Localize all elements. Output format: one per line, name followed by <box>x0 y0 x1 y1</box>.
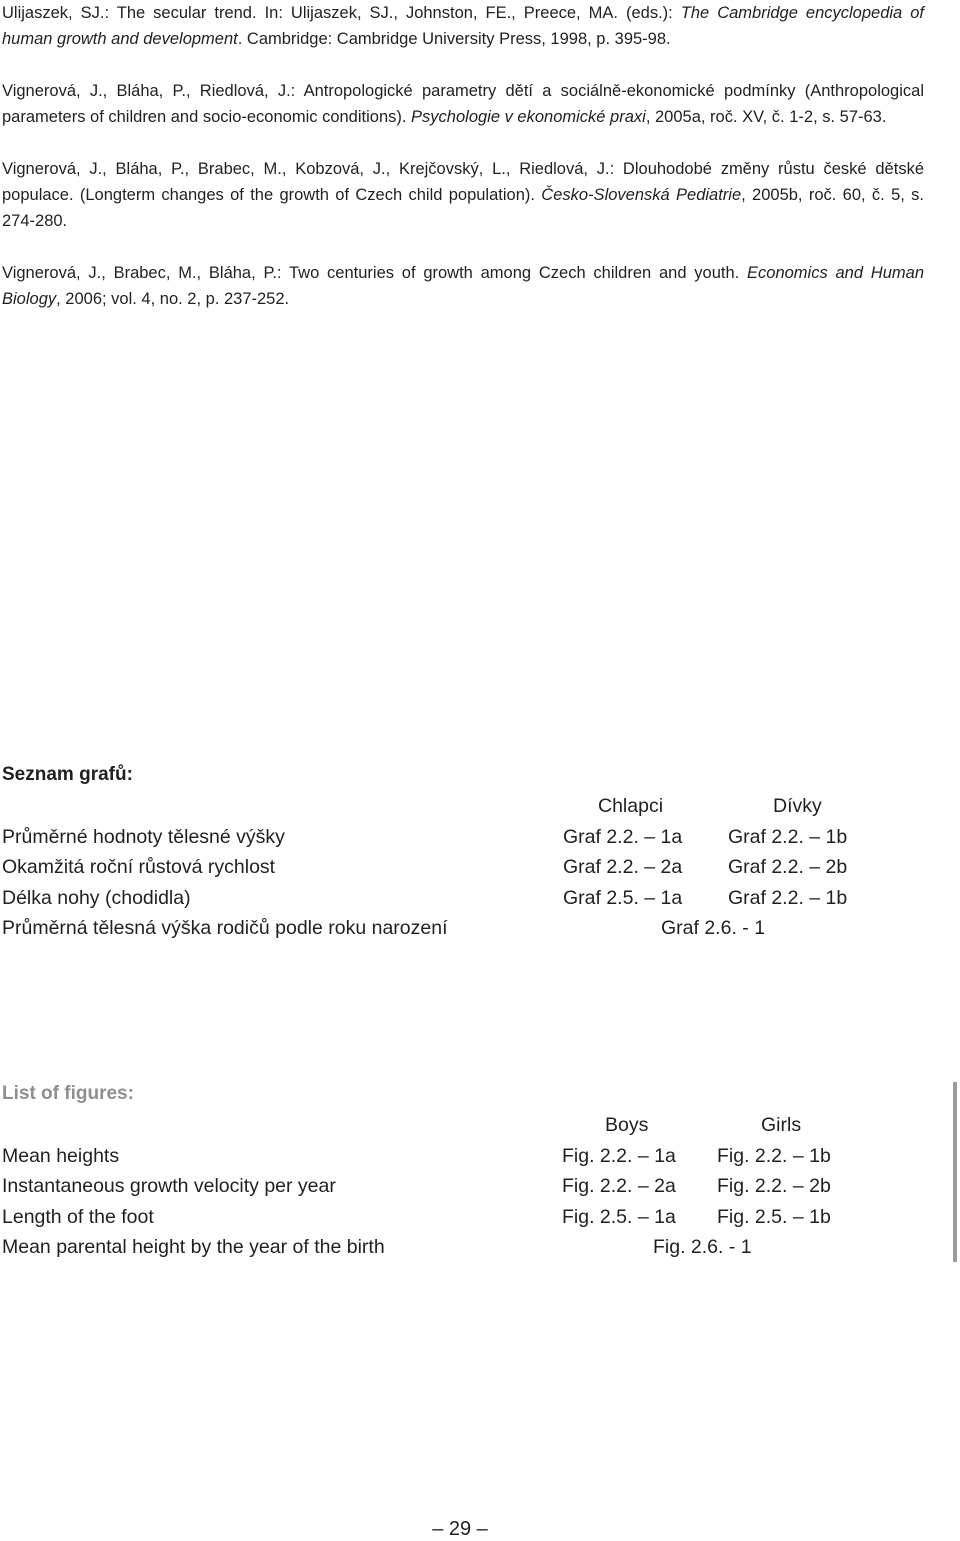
reference-item: Vignerová, J., Brabec, M., Bláha, P.: Two centuries of growth among Czech children and youth. Economics and Human Biology, 2006; vol. 4, no. 2, p. 237-252. <box>2 264 924 308</box>
col-header-girls: Girls <box>761 1114 802 1136</box>
figure-label: Průměrná tělesná výška rodičů podle roku narození <box>2 917 448 939</box>
figure-label: Mean parental height by the year of the birth <box>2 1236 385 1258</box>
czech-list-title: Seznam grafů: <box>2 764 133 785</box>
col-header-girls: Dívky <box>773 795 822 817</box>
reference-item: Vignerová, J., Bláha, P., Brabec, M., Kobzová, J., Krejčovský, L., Riedlová, J.: Dlouhodobé změny růstu české dětské populace. (Longterm changes of the growth of Czech child population). Česko-Slovenská Pediatrie, 2005b, roč. 60, č. 5, s. 274-280. <box>2 160 924 230</box>
figure-ref-boys: Fig. 2.5. – 1a <box>562 1205 676 1228</box>
figure-label: Mean heights <box>2 1144 120 1167</box>
czech-figure-table <box>2 791 932 944</box>
figure-ref-boys: Fig. 2.2. – 1a <box>562 1144 676 1167</box>
table-row <box>2 1171 932 1202</box>
figure-ref-boys: Fig. 2.2. – 2a <box>562 1175 676 1197</box>
table-row <box>2 1141 932 1172</box>
table-row <box>2 1202 932 1233</box>
table-header-row <box>2 1110 932 1141</box>
figure-ref-combined: Fig. 2.6. - 1 <box>653 1236 752 1258</box>
table-row <box>2 852 932 883</box>
col-header-boys: Boys <box>605 1114 649 1136</box>
figure-ref-girls: Fig. 2.2. – 2b <box>717 1175 831 1197</box>
figure-ref-boys: Graf 2.2. – 1a <box>563 825 683 848</box>
reference-item: Vignerová, J., Bláha, P., Riedlová, J.: Antropologické parametry dětí a sociálně-ekonomické podmínky (Anthropological parameters of children and socio-economic conditions). Psychologie v ekonomické praxi, 2005a, roč. XV, č. 1-2, s. 57-63. <box>2 82 924 126</box>
english-list-title: List of figures: <box>2 1083 134 1104</box>
table-header-row <box>2 791 932 822</box>
table-row <box>2 1232 932 1263</box>
figure-label: Okamžitá roční růstová rychlost <box>2 856 276 878</box>
figure-label: Délka nohy (chodidla) <box>2 886 191 909</box>
figure-ref-girls: Fig. 2.5. – 1b <box>717 1205 831 1228</box>
col-header-boys: Chlapci <box>598 795 664 817</box>
figure-ref-boys: Graf 2.5. – 1a <box>563 886 683 909</box>
page-number: – 29 – <box>432 1518 488 1540</box>
references <box>2 0 924 338</box>
table-row <box>2 913 932 944</box>
figure-ref-girls: Graf 2.2. – 2b <box>728 856 848 878</box>
figure-ref-combined: Graf 2.6. - 1 <box>661 917 766 939</box>
margin-bar <box>953 1082 957 1262</box>
table-row <box>2 822 932 853</box>
figure-label: Průměrné hodnoty tělesné výšky <box>2 825 285 848</box>
figure-ref-boys: Graf 2.2. – 2a <box>563 856 683 878</box>
figure-ref-girls: Graf 2.2. – 1b <box>728 825 848 848</box>
figure-label: Instantaneous growth velocity per year <box>2 1175 336 1197</box>
english-figure-table <box>2 1110 932 1263</box>
reference-item: Ulijaszek, SJ.: The secular trend. In: Ulijaszek, SJ., Johnston, FE., Preece, MA. (eds.): The Cambridge encyclopedia of human growth and development. Cambridge: Cambridge University Press, 1998, p. 395-98. <box>2 4 924 48</box>
figure-ref-girls: Fig. 2.2. – 1b <box>717 1144 831 1167</box>
figure-ref-girls: Graf 2.2. – 1b <box>728 886 848 909</box>
figure-label: Length of the foot <box>2 1205 154 1228</box>
table-row <box>2 883 932 914</box>
